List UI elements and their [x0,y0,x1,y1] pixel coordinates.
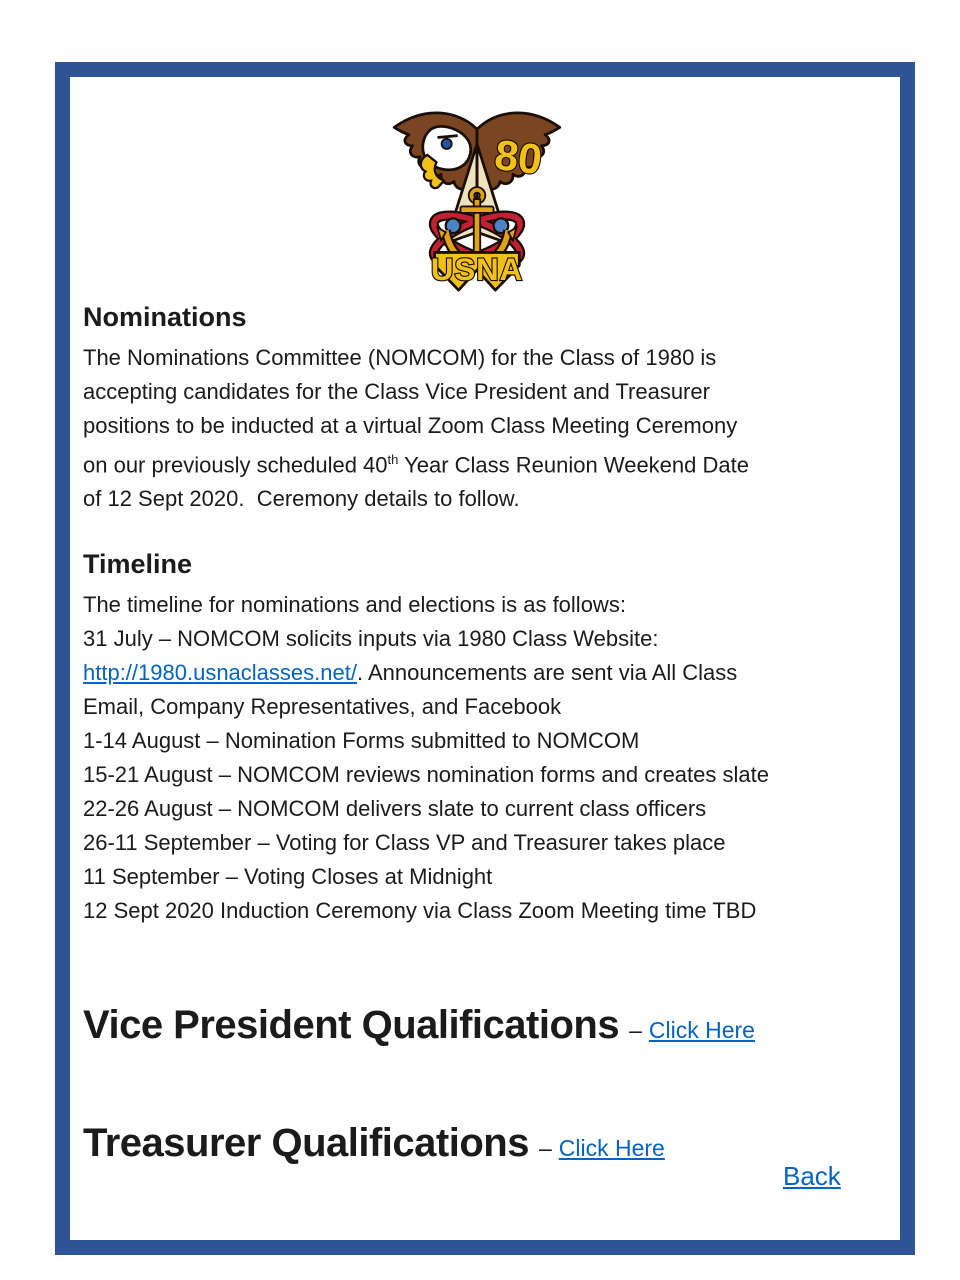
vp-click-here-link[interactable]: Click Here [648,1017,755,1043]
text-segment: Year Class Reunion Weekend Date [398,452,749,478]
timeline-item: 22-26 August – NOMCOM delivers slate to current class officers [83,796,707,821]
vp-dash: – [629,1017,642,1043]
timeline-item: 11 September – Voting Closes at Midnight [83,864,493,889]
text-line: 31 July – NOMCOM solicits inputs via 1980 Class Website: [83,626,659,651]
text-line: The Nominations Committee (NOMCOM) for the Class of 1980 is [83,345,717,370]
nominations-heading: Nominations [83,302,247,332]
nominations-paragraph [83,341,749,516]
text-line [83,443,749,482]
treasurer-click-here-link[interactable]: Click Here [558,1135,665,1161]
text-line: The timeline for nominations and elections is as follows: [83,592,626,617]
usna-1980-crest-logo [385,100,569,300]
treasurer-dash: – [538,1135,552,1161]
timeline-item: 26-11 September – Voting for Class VP and Treasurer takes place [83,830,726,855]
class-website-link[interactable]: http://1980.usnaclasses.net/ [83,660,357,685]
superscript-th: th [387,452,399,467]
text-line [83,656,769,690]
timeline-item: 12 Sept 2020 Induction Ceremony via Class Zoom Meeting time TBD [83,898,757,923]
class-year-80: 80 [492,130,545,184]
treasurer-qualifications-title: Treasurer Qualifications [83,1121,529,1165]
timeline-item: 15-21 August – NOMCOM reviews nomination forms and creates slate [83,762,769,787]
usna-banner-text: USNA [430,252,524,288]
usna-banner-icon [431,252,523,290]
vp-qualifications-row [83,1003,755,1048]
timeline-item: 1-14 August – Nomination Forms submitted to NOMCOM [83,728,640,753]
text-segment: on our previously scheduled 40 [83,452,388,478]
text-line: positions to be inducted at a virtual Zoom Class Meeting Ceremony [83,413,738,438]
back-link[interactable]: Back [783,1161,841,1191]
text-line: of 12 Sept 2020. Ceremony details to follow. [83,486,520,512]
text-segment: . Announcements are sent via All Class [356,660,738,685]
text-line: Email, Company Representatives, and Facebook [83,694,562,719]
treasurer-qualifications-row [83,1121,665,1166]
text-line: accepting candidates for the Class Vice President and Treasurer [83,379,710,404]
timeline-list [83,588,769,928]
timeline-heading: Timeline [83,549,193,579]
vp-qualifications-title: Vice President Qualifications [83,1003,620,1047]
